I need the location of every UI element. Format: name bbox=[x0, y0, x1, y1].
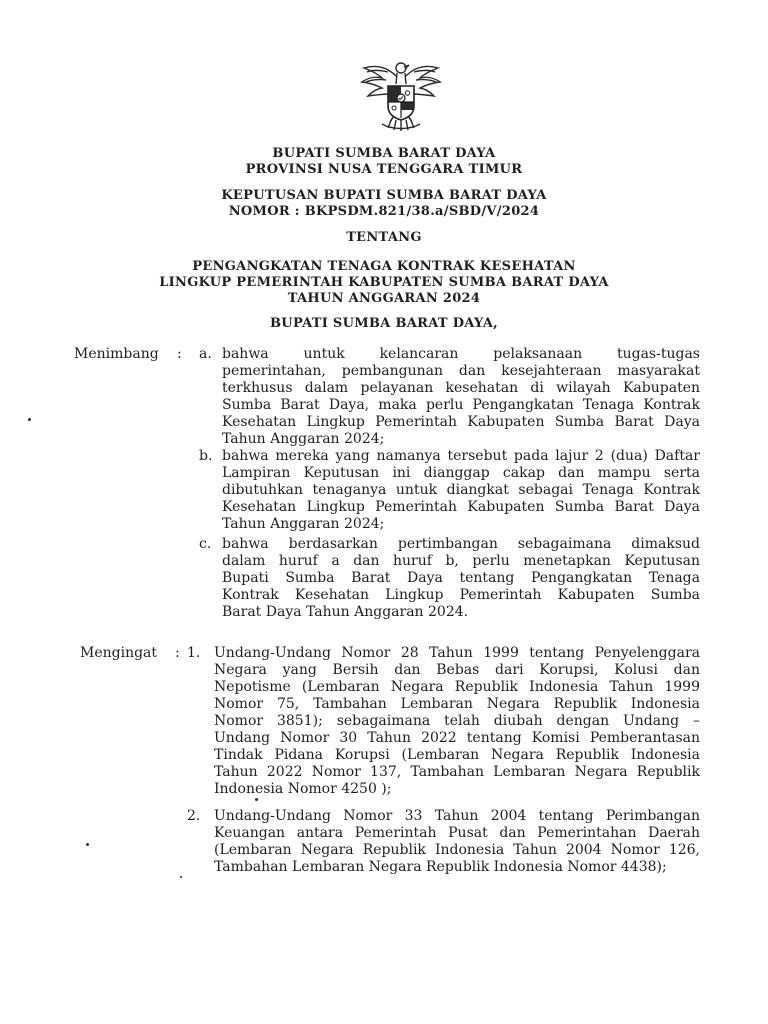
text-line: Kesehatan Lingkup Pemerintah Kabupaten Sumba Barat Daya bbox=[222, 414, 700, 430]
scan-speck bbox=[86, 843, 89, 846]
authority-heading bbox=[0, 316, 768, 332]
menimbang-label: Menimbang bbox=[74, 346, 159, 362]
subject-line-1: PENGANGKATAN TENAGA KONTRAK KESEHATAN bbox=[192, 259, 576, 274]
text-line: dalam huruf a dan huruf b, perlu menetapkan Keputusan bbox=[222, 553, 700, 569]
garuda-pancasila-emblem-icon bbox=[358, 58, 444, 136]
menimbang-item-c bbox=[222, 536, 700, 621]
issuer-heading bbox=[0, 146, 768, 178]
text-line: Undang-Undang Nomor 28 Tahun 1999 tentang Penyelenggara bbox=[214, 645, 700, 661]
text-line: Tahun Anggaran 2024; bbox=[222, 431, 385, 447]
scan-speck bbox=[28, 418, 31, 421]
text-line: Bupati Sumba Barat Daya tentang Pengangkatan Tenaga bbox=[222, 570, 700, 586]
mengingat-marker-2: 2. bbox=[187, 808, 201, 824]
text-line: bahwa mereka yang namanya tersebut pada lajur 2 (dua) Daftar bbox=[222, 448, 700, 464]
menimbang-marker-b: b. bbox=[199, 448, 213, 464]
text-line: Tambahan Lembaran Negara Republik Indonesia Nomor 4438); bbox=[214, 859, 667, 875]
text-line: bahwa untuk kelancaran pelaksanaan tugas-tugas bbox=[222, 346, 700, 362]
decree-heading bbox=[0, 188, 768, 220]
text-line: Tindak Pidana Korupsi (Lembaran Negara Republik Indonesia bbox=[214, 747, 700, 763]
text-line: Nepotisme (Lembaran Negara Republik Indonesia Tahun 1999 bbox=[214, 679, 700, 695]
decree-title: KEPUTUSAN BUPATI SUMBA BARAT DAYA bbox=[221, 188, 547, 203]
menimbang-colon: : bbox=[177, 346, 182, 362]
mengingat-label: Mengingat bbox=[80, 645, 158, 661]
about-heading bbox=[0, 230, 768, 246]
text-line: Undang Nomor 30 Tahun 2022 tentang Komisi Pemberantasan bbox=[214, 730, 700, 746]
decree-number: NOMOR : BKPSDM.821/38.a/SBD/V/2024 bbox=[228, 204, 540, 219]
mengingat-marker-1: 1. bbox=[187, 645, 201, 661]
menimbang-marker-a: a. bbox=[199, 346, 212, 362]
issuer-line-1: BUPATI SUMBA BARAT DAYA bbox=[272, 146, 496, 161]
mengingat-colon: : bbox=[175, 645, 180, 661]
text-line: Kesehatan Lingkup Pemerintah Kabupaten Sumba Barat Daya bbox=[222, 499, 700, 515]
authority-line: BUPATI SUMBA BARAT DAYA, bbox=[270, 316, 498, 331]
text-line: (Lembaran Negara Republik Indonesia Tahun 2004 Nomor 126, bbox=[214, 842, 700, 858]
text-line: Nomor 75, Tambahan Lembaran Negara Republik Indonesia bbox=[214, 696, 700, 712]
text-line: Kontrak Kesehatan Lingkup Pemerintah Kabupaten Sumba bbox=[222, 587, 700, 603]
menimbang-marker-c: c. bbox=[199, 536, 212, 552]
text-line: dibutuhkan tenaganya untuk diangkat sebagai Tenaga Kontrak bbox=[222, 482, 700, 498]
subject-line-3: TAHUN ANGGARAN 2024 bbox=[287, 291, 481, 306]
subject-heading bbox=[0, 259, 768, 307]
subject-line-2: LINGKUP PEMERINTAH KABUPATEN SUMBA BARAT DAYA bbox=[159, 275, 609, 290]
text-line: Undang-Undang Nomor 33 Tahun 2004 tentang Perimbangan bbox=[214, 808, 700, 824]
text-line: Lampiran Keputusan ini dianggap cakap dan mampu serta bbox=[222, 465, 700, 481]
text-line: Keuangan antara Pemerintah Pusat dan Pemerintahan Daerah bbox=[214, 825, 700, 841]
text-line: Sumba Barat Daya, maka perlu Pengangkatan Tenaga Kontrak bbox=[222, 397, 700, 413]
text-line: Tahun Anggaran 2024; bbox=[222, 516, 385, 532]
text-line: Indonesia Nomor 4250 ); bbox=[214, 781, 392, 797]
text-line: Barat Daya Tahun Anggaran 2024. bbox=[222, 604, 469, 620]
menimbang-item-a bbox=[222, 346, 700, 448]
text-line: terkhusus dalam pelayanan kesehatan di wilayah Kabupaten bbox=[222, 380, 700, 396]
scan-speck bbox=[180, 876, 182, 878]
menimbang-item-b bbox=[222, 448, 700, 533]
text-line: Negara yang Bersih dan Bebas dari Korupsi, Kolusi dan bbox=[214, 662, 700, 678]
about-label: TENTANG bbox=[346, 230, 422, 245]
text-line: Tahun 2022 Nomor 137, Tambahan Lembaran Negara Republik bbox=[214, 764, 700, 780]
mengingat-item-2 bbox=[214, 808, 700, 876]
mengingat-item-1 bbox=[214, 645, 700, 798]
scan-speck bbox=[255, 798, 258, 801]
text-line: bahwa berdasarkan pertimbangan sebagaimana dimaksud bbox=[222, 536, 700, 552]
issuer-line-2: PROVINSI NUSA TENGGARA TIMUR bbox=[245, 162, 523, 177]
text-line: Nomor 3851); sebagaimana telah diubah dengan Undang – bbox=[214, 713, 700, 729]
text-line: pemerintahan, pembangunan dan kesejahteraan masyarakat bbox=[222, 363, 700, 379]
